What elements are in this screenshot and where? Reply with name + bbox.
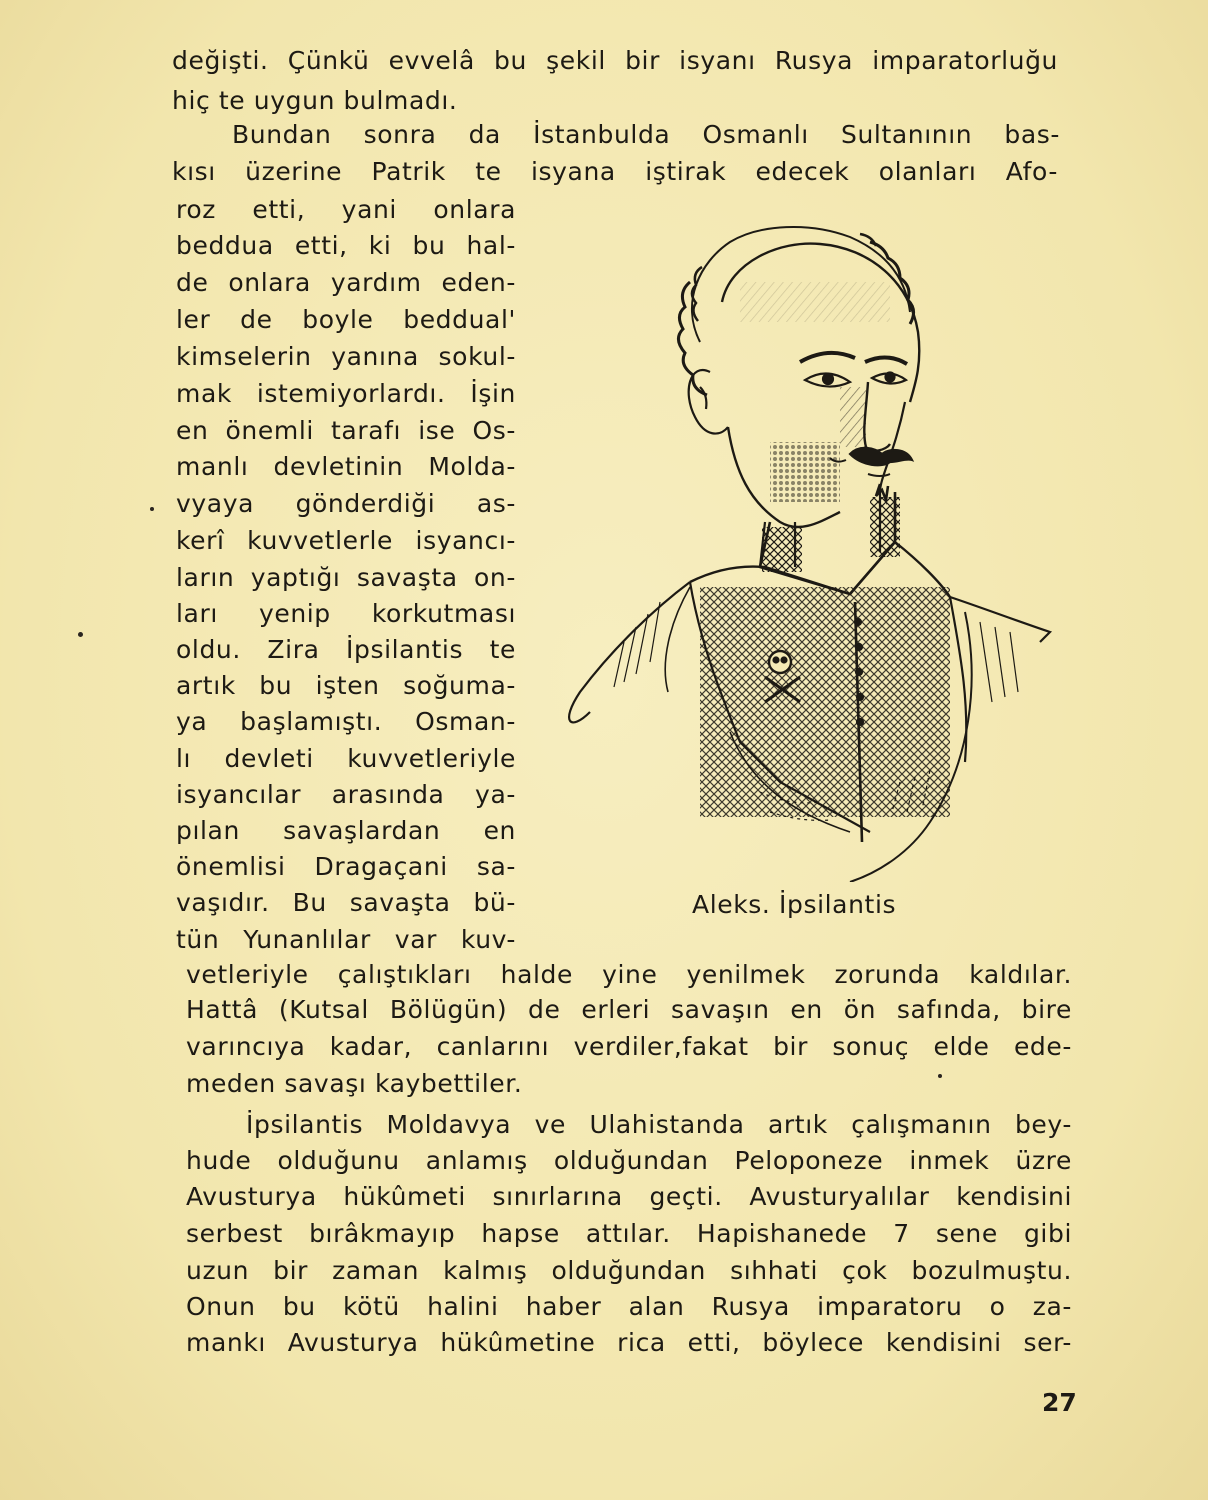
text-line: ların yaptığı savaşta on- xyxy=(176,563,516,592)
text-line: tün Yunanlılar var kuv- xyxy=(176,925,516,954)
portrait-caption: Aleks. İpsilantis xyxy=(692,890,897,919)
text-line: kerî kuvvetlerle isyancı- xyxy=(176,526,516,555)
text-line: vaşıdır. Bu savaşta bü- xyxy=(176,888,516,917)
text-line: isyancılar arasında ya- xyxy=(176,780,516,809)
text-line: varıncıya kadar, canlarını verdiler,fakat bir sonuç elde ede- xyxy=(186,1032,1072,1061)
portrait-illustration xyxy=(550,222,1060,882)
text-line: vyaya gönderdiği as- xyxy=(176,489,516,518)
text-line: ler de boyle beddual' xyxy=(176,305,516,334)
text-line: beddua etti, ki bu hal- xyxy=(176,231,516,260)
text-line: ya başlamıştı. Osman- xyxy=(176,707,516,736)
text-line: mankı Avusturya hükûmetine rica etti, böylece kendisini ser- xyxy=(186,1328,1072,1357)
scan-speck xyxy=(78,632,83,637)
text-line: ları yenip korkutması xyxy=(176,599,516,628)
text-line: artık bu işten soğuma- xyxy=(176,671,516,700)
text-line: pılan savaşlardan en xyxy=(176,816,516,845)
text-line: İpsilantis Moldavya ve Ulahistanda artık çalışmanın bey- xyxy=(246,1110,1072,1139)
text-line: meden savaşı kaybettiler. xyxy=(186,1069,523,1098)
text-line: de onlara yardım eden- xyxy=(176,268,516,297)
text-line: Avusturya hükûmeti sınırlarına geçti. Avusturyalılar kendisini xyxy=(186,1182,1072,1211)
text-line: serbest bırâkmayıp hapse attılar. Hapishanede 7 sene gibi xyxy=(186,1219,1072,1248)
text-line: kimselerin yanına sokul- xyxy=(176,342,516,371)
text-line: önemlisi Dragaçani sa- xyxy=(176,852,516,881)
text-line: uzun bir zaman kalmış olduğundan sıhhati çok bozulmuştu. xyxy=(186,1256,1072,1285)
text-line: oldu. Zira İpsilantis te xyxy=(176,635,516,664)
text-line: mak istemiyorlardı. İşin xyxy=(176,379,516,408)
text-line: kısı üzerine Patrik te isyana iştirak edecek olanları Afo- xyxy=(172,157,1058,186)
text-line: Hattâ (Kutsal Bölügün) de erleri savaşın en ön safında, bire xyxy=(186,995,1072,1024)
text-line: Onun bu kötü halini haber alan Rusya imparatoru o za- xyxy=(186,1292,1072,1321)
text-line: lı devleti kuvvetleriyle xyxy=(176,744,516,773)
scan-speck xyxy=(150,507,154,511)
text-line: vetleriyle çalıştıkları halde yine yenilmek zorunda kaldılar. xyxy=(186,960,1072,989)
page-number: 27 xyxy=(1042,1388,1077,1417)
scan-speck xyxy=(938,1074,942,1078)
text-line: Bundan sonra da İstanbulda Osmanlı Sultanının bas- xyxy=(232,120,1060,149)
text-line: roz etti, yani onlara xyxy=(176,195,516,224)
text-line: hiç te uygun bulmadı. xyxy=(172,86,458,115)
text-line: değişti. Çünkü evvelâ bu şekil bir isyanı Rusya imparatorluğu xyxy=(172,46,1058,75)
text-line: manlı devletinin Molda- xyxy=(176,452,516,481)
text-line: hude olduğunu anlamış olduğundan Peloponeze inmek üzre xyxy=(186,1146,1072,1175)
text-line: en önemli tarafı ise Os- xyxy=(176,416,516,445)
